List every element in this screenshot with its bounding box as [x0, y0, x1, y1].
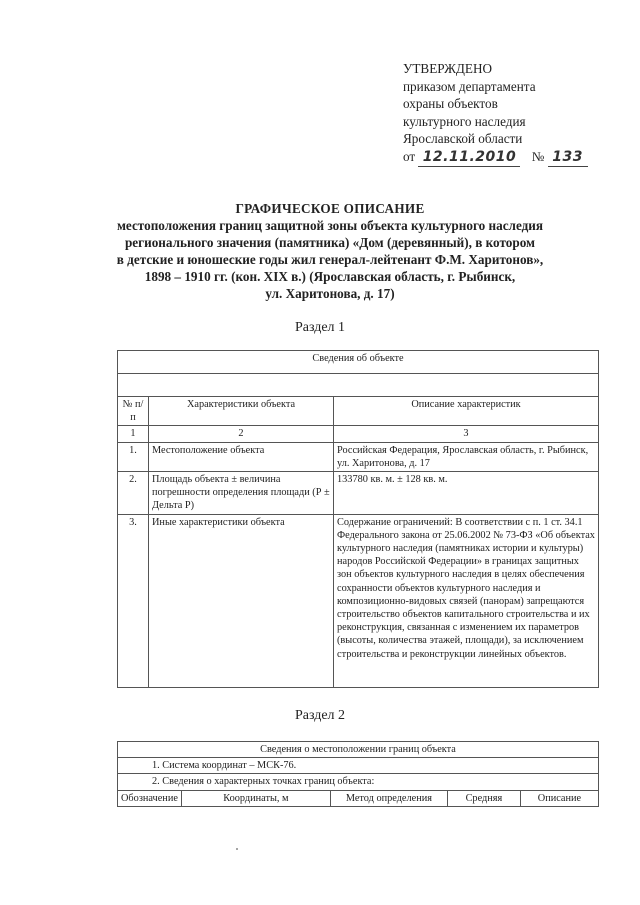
boundary-info-table — [117, 741, 599, 807]
handwritten-date: 12.11.2010 — [418, 149, 520, 168]
title-line: регионального значения (памятника) «Дом (деревянный), в котором — [124, 235, 536, 250]
section2-label: Раздел 2 — [294, 708, 346, 723]
header-characteristic: Характеристики объекта — [149, 397, 334, 426]
header-method: Метод определения — [330, 790, 447, 806]
approval-line: охраны объектов — [403, 96, 498, 111]
table-caption: Сведения о местоположении границ объекта — [118, 742, 599, 758]
coordinate-system: 1. Система координат – МСК-76. — [118, 758, 599, 774]
header-description: Описание характеристик — [334, 397, 599, 426]
row-name: Иные характеристики объекта — [149, 514, 334, 687]
row-num: 1. — [118, 442, 149, 471]
title-line: ул. Харитонова, д. 17) — [265, 286, 395, 301]
header-average: Средняя — [447, 790, 520, 806]
empty-row — [118, 374, 599, 397]
row-num: 3. — [118, 514, 149, 687]
document-title — [60, 200, 600, 302]
header-coordinates: Координаты, м — [181, 790, 330, 806]
row-name: Местоположение объекта — [149, 442, 334, 471]
section1-label: Раздел 1 — [294, 320, 346, 335]
approval-stamp — [403, 60, 588, 167]
handwritten-number: 133 — [548, 149, 588, 168]
points-heading: 2. Сведения о характерных точках границ объекта: — [118, 774, 599, 790]
table-caption: Сведения об объекте — [118, 351, 599, 374]
date-prefix: от — [403, 148, 416, 164]
approval-date-row — [403, 148, 588, 168]
index-cell: 3 — [334, 426, 599, 442]
object-info-table — [117, 350, 599, 688]
header-num: № п/п — [118, 397, 149, 426]
approval-line: приказом департамента — [403, 78, 536, 94]
index-cell: 2 — [149, 426, 334, 442]
title-main: ГРАФИЧЕСКОЕ ОПИСАНИЕ — [235, 201, 425, 216]
approval-line: Ярославской области — [403, 131, 523, 146]
row-name: Площадь объекта ± величина погрешности определения площади (Р ± Дельта Р) — [149, 472, 334, 515]
header-designation: Обозначение — [118, 790, 182, 806]
table-row — [118, 514, 599, 687]
title-line: местоположения границ защитной зоны объекта культурного наследия — [116, 218, 544, 233]
row-desc: Содержание ограничений: В соответствии с п. 1 ст. 34.1 Федерального закона от 25.06.2002 № 73-ФЗ «Об объектах культурного наследия (памятниках истории и культуры) народов Российской Федерации» в границах защитных зон объектов культурного наследия в целях обеспечения сохранности объектов культурного наследия и композиционно-видовых связей (панорам) запрещаются строительство объектов капитального строительства и их реконструкция, связанная с изменением их параметров (высоты, количества этажей, площади), за исключением строительства и реконструкции линейных объектов. — [334, 514, 599, 687]
approval-line: культурного наследия — [403, 113, 526, 129]
title-line: в детские и юношеские годы жил генерал-лейтенант Ф.М. Харитонов», — [116, 252, 544, 267]
number-prefix: № — [531, 148, 545, 164]
row-desc: Российская Федерация, Ярославская область, г. Рыбинск, ул. Харитонова, д. 17 — [334, 442, 599, 471]
header-description: Описание — [520, 790, 598, 806]
scan-speck — [236, 848, 238, 850]
approval-title: УТВЕРЖДЕНО — [403, 61, 493, 76]
row-desc: 133780 кв. м. ± 128 кв. м. — [334, 472, 599, 515]
table-row — [118, 442, 599, 471]
title-line: 1898 – 1910 гг. (кон. XIX в.) (Ярославская область, г. Рыбинск, — [144, 269, 516, 284]
index-cell: 1 — [118, 426, 149, 442]
row-num: 2. — [118, 472, 149, 515]
table-row — [118, 472, 599, 515]
